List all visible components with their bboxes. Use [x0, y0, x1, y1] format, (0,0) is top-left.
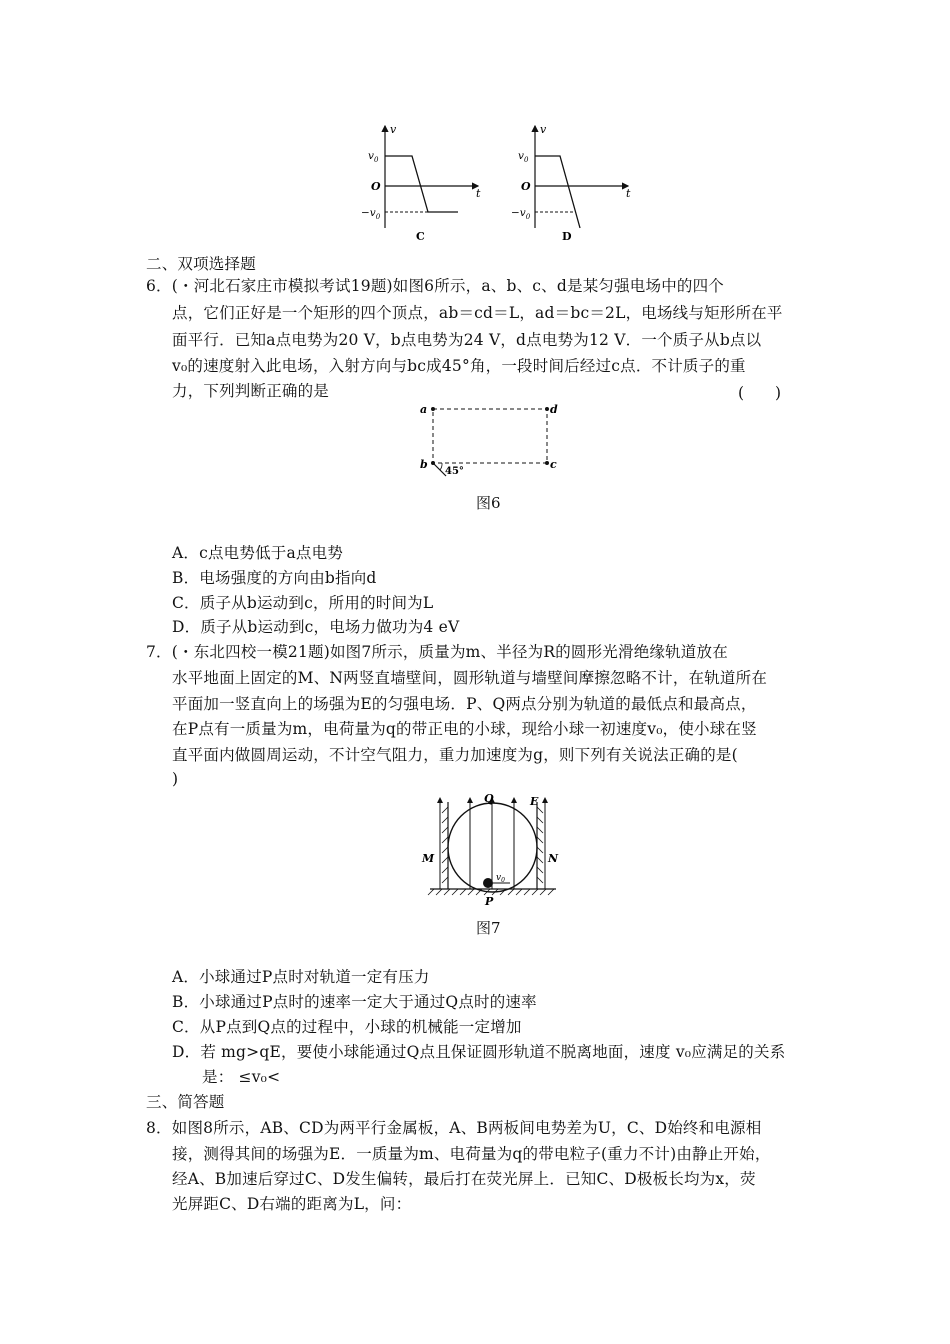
q7-line-2: 水平地面上固定的M、N两竖直墙壁间，圆形轨道与墙壁间摩擦忽略不计，在轨道所在 [172, 669, 768, 687]
graph-d-v0: v [518, 150, 524, 162]
fig7-label-e: E [530, 795, 539, 808]
graph-d-label: D [562, 230, 572, 243]
svg-text:−v0: $-v_0$ [511, 207, 531, 221]
q7-option-c: C．从P点到Q点的过程中，小球的机械能一定增加 [172, 1018, 522, 1036]
q8-line-1: 8．如图8所示，AB、CD为两平行金属板，A、B两板间电势差为U，C、D始终和电源相 [146, 1119, 762, 1137]
fig7-v0: v [496, 873, 502, 883]
q6-option-b: B．电场强度的方向由b指向d [172, 569, 377, 587]
figure-6-caption: 图6 [476, 494, 501, 512]
fig6-label-c: c [550, 458, 557, 471]
figure-7-caption: 图7 [476, 919, 501, 937]
q7-line-1: 7．(・东北四校一模21题)如图7所示，质量为m、半径为R的圆形光滑绝缘轨道放在 [146, 643, 728, 661]
figure-7 [418, 792, 568, 910]
q7-line-6: ) [172, 770, 179, 788]
section-3-heading: 三、简答题 [146, 1093, 225, 1111]
q6-line-3: 面平行．已知a点电势为20 V，b点电势为24 V，d点电势为12 V．一个质子从b点以 [172, 331, 762, 349]
fig6-label-d: d [550, 403, 558, 416]
q7-line-4: 在P点有一质量为m，电荷量为q的带正电的小球，现给小球一初速度v₀，使小球在竖 [172, 720, 757, 738]
graph-c-label: C [416, 230, 425, 243]
q6-option-c: C．质子从b运动到c，所用的时间为L [172, 594, 434, 612]
q7-option-d: D．若 mg>qE，要使小球能通过Q点且保证圆形轨道不脱离地面，速度 v₀应满足的关系 [172, 1043, 786, 1061]
fig7-label-n: N [548, 852, 559, 865]
q7-option-b: B．小球通过P点时的速率一定大于通过Q点时的速率 [172, 993, 537, 1011]
graph-c-t-axis: t [476, 187, 481, 200]
q7-option-d-cont: 是： ≤v₀< [202, 1068, 281, 1086]
graph-c-origin: O [371, 180, 381, 193]
q6-line-2: 点，它们正好是一个矩形的四个顶点，ab＝cd＝L，ad＝bc＝2L，电场线与矩形所在平 [172, 304, 783, 322]
svg-text:−v0: $-v_0$ [361, 207, 381, 221]
q6-option-a: A．c点电势低于a点电势 [172, 544, 344, 562]
svg-text:v0: $v_0$ [368, 150, 379, 164]
q8-line-4: 光屏距C、D右端的距离为L，问： [172, 1195, 412, 1213]
fig7-label-q: Q [484, 792, 494, 805]
graph-c-neg-v0: −v [361, 207, 376, 219]
q7-line-3: 平面加一竖直向上的场强为E的匀强电场．P、Q两点分别为轨道的最低点和最高点， [172, 695, 757, 713]
graph-d-origin: O [521, 180, 531, 193]
graph-c [360, 118, 510, 248]
section-2-heading: 二、双项选择题 [146, 255, 256, 273]
graph-d-v-axis: v [540, 123, 547, 136]
fig7-label-p: P [485, 895, 494, 908]
fig7-label-m: M [422, 852, 435, 865]
graph-d [510, 118, 660, 248]
graph-c-v0: v [368, 150, 374, 162]
q6-line-1: 6．(・河北石家庄市模拟考试19题)如图6所示，a、b、c、d是某匀强电场中的四个 [146, 277, 725, 295]
svg-text:v0: $v_0$ [496, 873, 505, 884]
figure-6 [416, 398, 576, 483]
q6-option-d: D．质子从b运动到c，电场力做功为4 eV [172, 618, 460, 636]
graph-d-neg-v0: −v [511, 207, 526, 219]
fig6-label-a: a [420, 403, 428, 416]
q6-answer-paren: ( ) [738, 384, 782, 402]
svg-text:v0: $v_0$ [518, 150, 529, 164]
q8-line-3: 经A、B加速后穿过C、D发生偏转，最后打在荧光屏上．已知C、D极板长均为x，荧 [172, 1170, 756, 1188]
graph-d-t-axis: t [626, 187, 631, 200]
q6-line-5: 力，下列判断正确的是 [172, 382, 330, 400]
fig6-label-b: b [420, 458, 428, 471]
q6-line-4: v₀的速度射入此电场，入射方向与bc成45°角，一段时间后经过c点．不计质子的重 [172, 357, 746, 375]
fig6-angle: 45° [445, 466, 464, 477]
q7-line-5: 直平面内做圆周运动，不计空气阻力，重力加速度为g，则下列有关说法正确的是( [172, 746, 738, 764]
q8-line-2: 接，测得其间的场强为E．一质量为m、电荷量为q的带电粒子(重力不计)由静止开始， [172, 1145, 771, 1163]
graph-c-v-axis: v [390, 123, 397, 136]
q7-option-a: A．小球通过P点时对轨道一定有压力 [172, 968, 430, 986]
